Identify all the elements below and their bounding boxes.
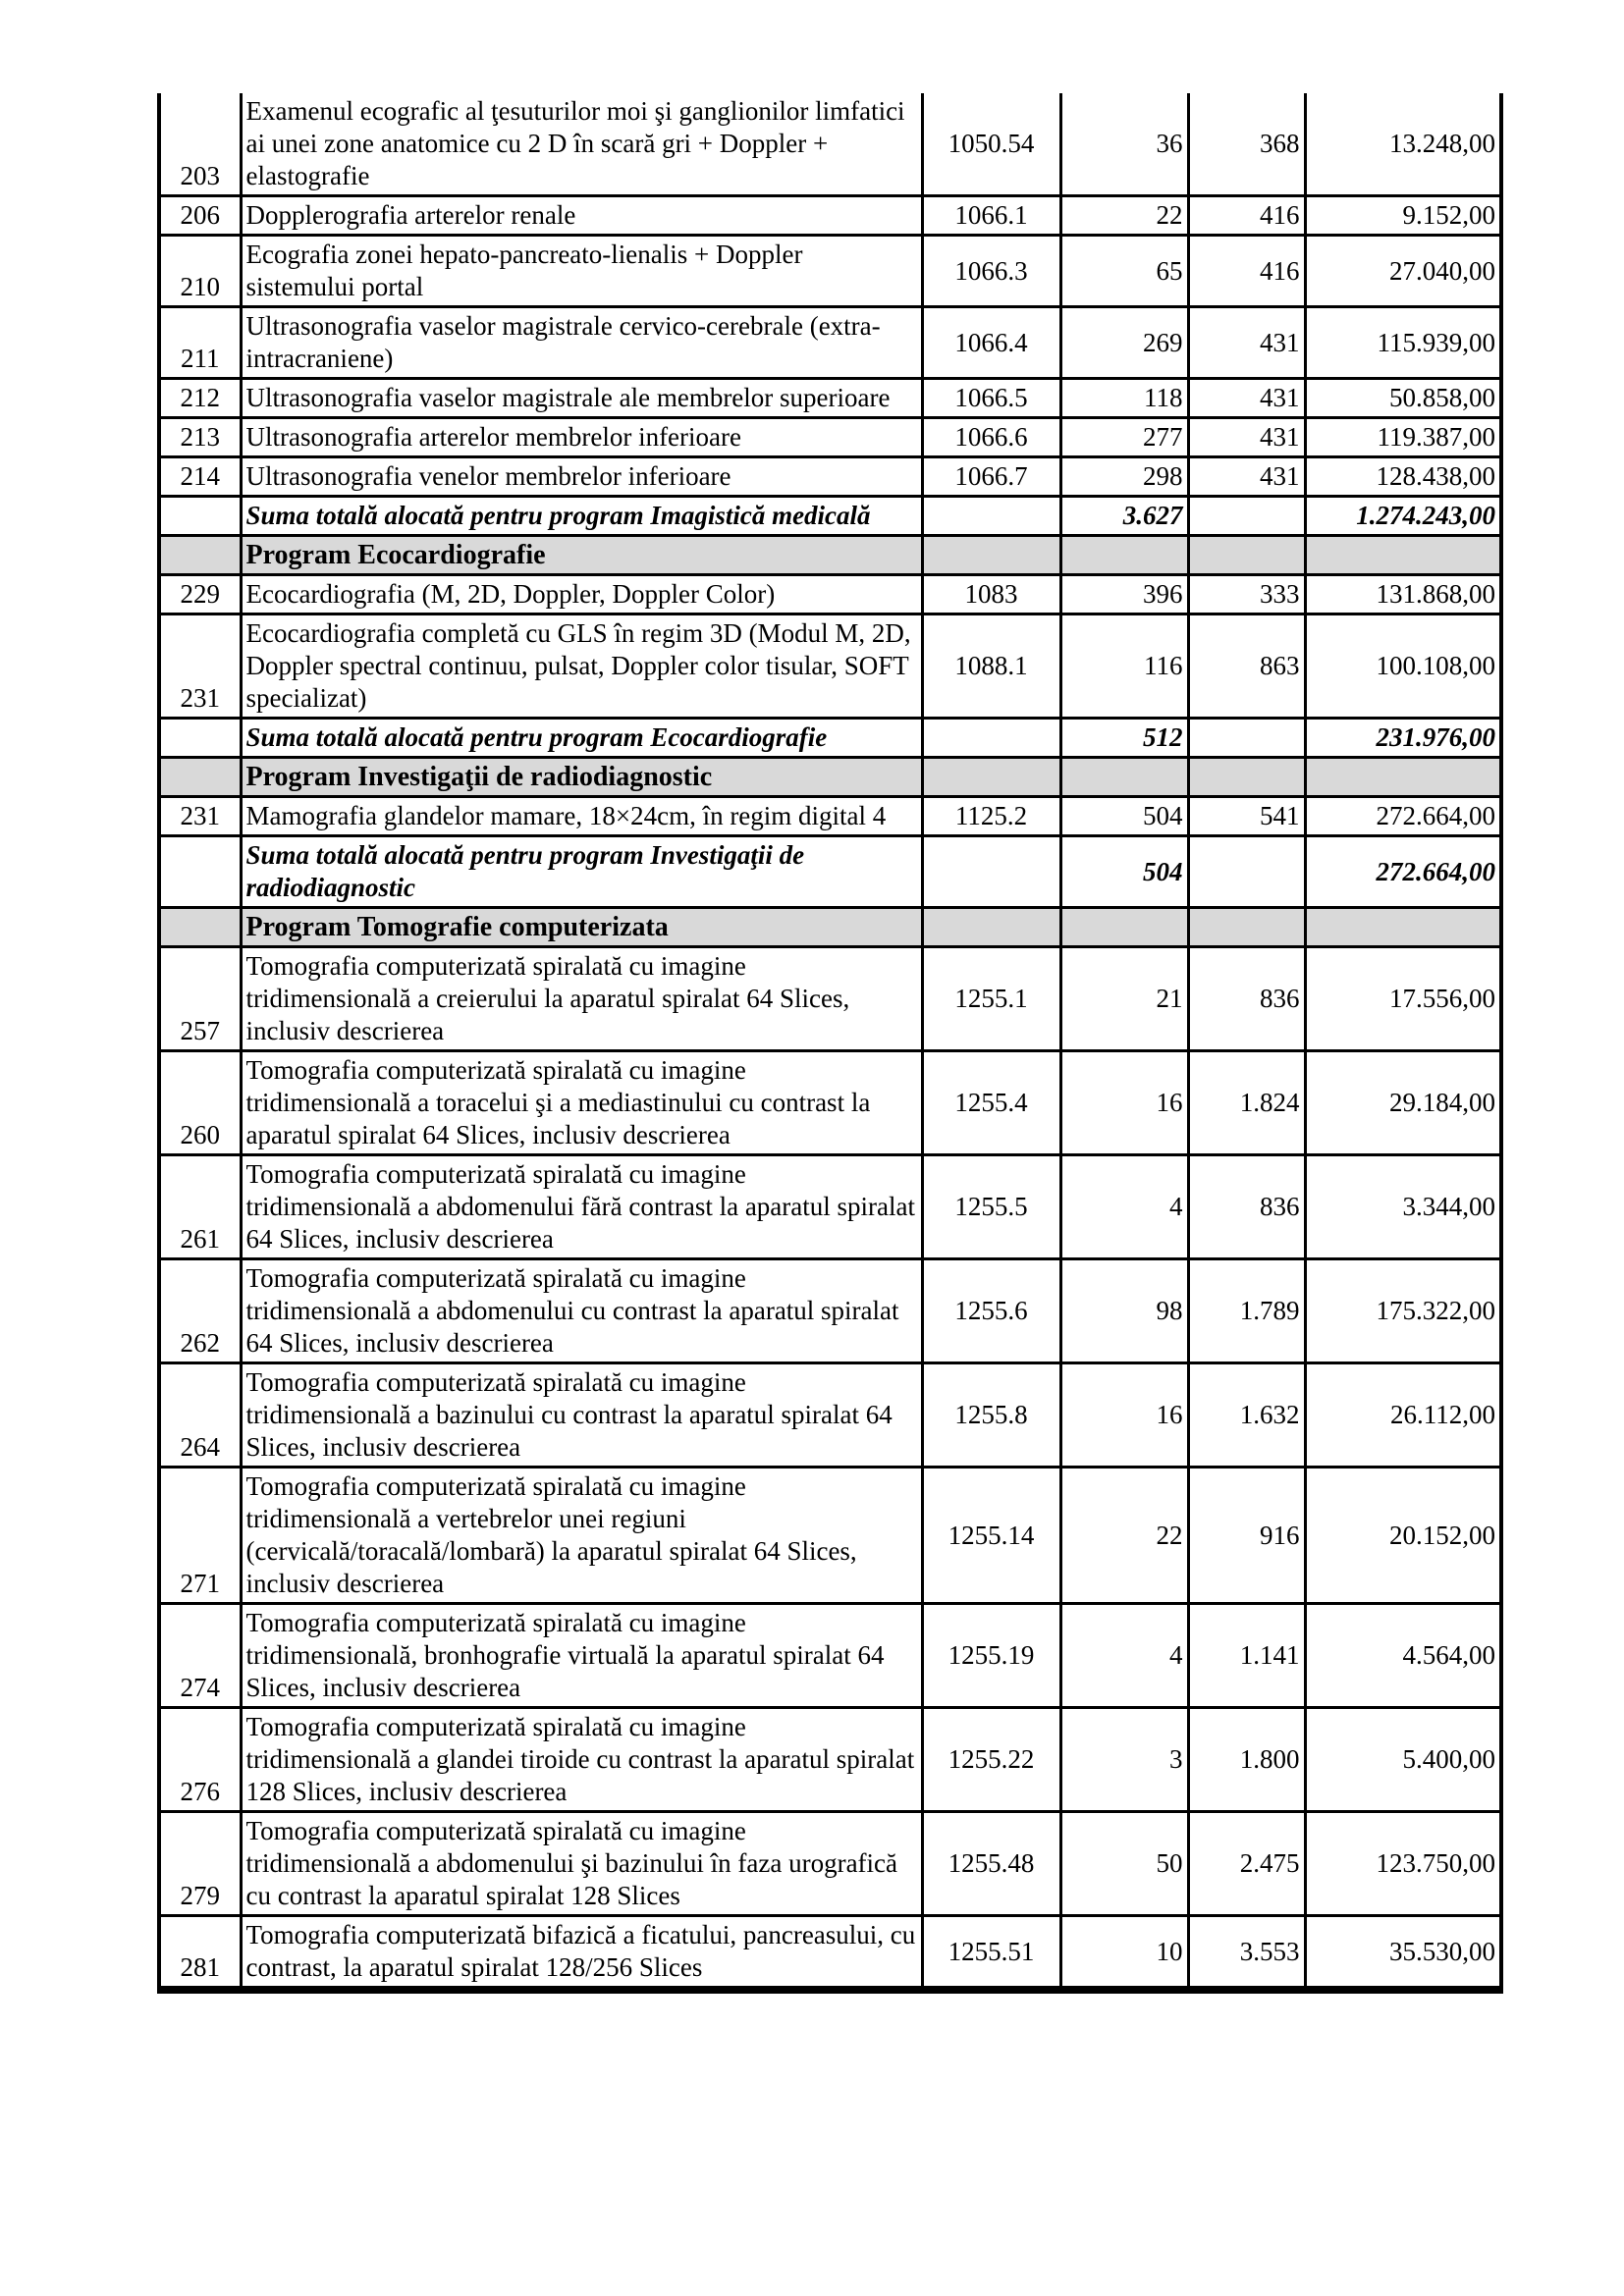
row-total-cell: 27.040,00 [1305, 236, 1501, 307]
row-code-cell: 1255.6 [922, 1259, 1060, 1363]
table-row [159, 418, 1501, 457]
row-price-cell: 431 [1188, 418, 1305, 457]
row-desc-cell: Ecografia zonei hepato-pancreato-lienalis + Doppler sistemului portal [241, 236, 922, 307]
row-desc-cell: Ultrasonografia venelor membrelor inferioare [241, 457, 922, 497]
row-total-cell: 119.387,00 [1305, 418, 1501, 457]
table-row [159, 719, 1501, 758]
row-desc-cell: Tomografia computerizată spiralată cu imagine tridimensională a abdomenului cu contrast la aparatul spiralat 64 Slices, inclusiv descrierea [241, 1259, 922, 1363]
row-no-cell: 264 [159, 1363, 241, 1468]
row-no-cell: 206 [159, 196, 241, 236]
table-row [159, 1468, 1501, 1604]
row-total-cell: 272.664,00 [1305, 836, 1501, 908]
row-code-cell [922, 836, 1060, 908]
row-total-cell [1305, 908, 1501, 947]
row-price-cell: 431 [1188, 457, 1305, 497]
row-total-cell: 123.750,00 [1305, 1812, 1501, 1916]
row-desc-cell: Examenul ecografic al ţesuturilor moi şi ganglionilor limfatici ai unei zone anatomice cu 2 D în scară gri + Doppler + elastografie [241, 93, 922, 196]
row-no-cell: 231 [159, 614, 241, 719]
row-no-cell [159, 719, 241, 758]
table-row [159, 379, 1501, 418]
row-code-cell: 1255.19 [922, 1604, 1060, 1708]
row-desc-cell: Ultrasonografia vaselor magistrale ale membrelor superioare [241, 379, 922, 418]
row-total-cell: 115.939,00 [1305, 307, 1501, 379]
row-price-cell: 368 [1188, 93, 1305, 196]
row-code-cell: 1088.1 [922, 614, 1060, 719]
row-qty-cell: 277 [1060, 418, 1188, 457]
table-row [159, 457, 1501, 497]
row-total-cell: 4.564,00 [1305, 1604, 1501, 1708]
table-row [159, 1916, 1501, 1991]
row-qty-cell: 4 [1060, 1604, 1188, 1708]
row-total-cell: 272.664,00 [1305, 797, 1501, 836]
row-qty-cell: 298 [1060, 457, 1188, 497]
row-code-cell [922, 536, 1060, 575]
row-no-cell [159, 497, 241, 536]
row-desc-cell: Tomografia computerizată spiralată cu imagine tridimensională a glandei tiroide cu contrast la aparatul spiralat 128 Slices, inclusiv descrierea [241, 1708, 922, 1812]
row-qty-cell: 504 [1060, 797, 1188, 836]
row-desc-cell: Ecocardiografia (M, 2D, Doppler, Doppler Color) [241, 575, 922, 614]
row-total-cell: 128.438,00 [1305, 457, 1501, 497]
row-price-cell [1188, 758, 1305, 797]
table-row [159, 1259, 1501, 1363]
row-price-cell [1188, 908, 1305, 947]
row-total-cell: 29.184,00 [1305, 1051, 1501, 1155]
table-row [159, 1051, 1501, 1155]
row-qty-cell: 16 [1060, 1051, 1188, 1155]
row-price-cell: 416 [1188, 196, 1305, 236]
row-total-cell: 20.152,00 [1305, 1468, 1501, 1604]
row-qty-cell: 504 [1060, 836, 1188, 908]
table-row [159, 196, 1501, 236]
row-desc-cell: Suma totală alocată pentru program Investigaţii de radiodiagnostic [241, 836, 922, 908]
row-price-cell: 3.553 [1188, 1916, 1305, 1991]
row-code-cell: 1255.8 [922, 1363, 1060, 1468]
row-price-cell: 863 [1188, 614, 1305, 719]
row-no-cell: 274 [159, 1604, 241, 1708]
row-total-cell: 5.400,00 [1305, 1708, 1501, 1812]
table-row [159, 536, 1501, 575]
row-code-cell: 1255.22 [922, 1708, 1060, 1812]
row-price-cell: 1.141 [1188, 1604, 1305, 1708]
row-total-cell: 131.868,00 [1305, 575, 1501, 614]
table-row [159, 1812, 1501, 1916]
table-row [159, 1604, 1501, 1708]
row-no-cell: 281 [159, 1916, 241, 1991]
row-qty-cell: 98 [1060, 1259, 1188, 1363]
row-code-cell [922, 497, 1060, 536]
table-row [159, 797, 1501, 836]
table-row [159, 614, 1501, 719]
table-row [159, 1708, 1501, 1812]
table-row [159, 758, 1501, 797]
row-total-cell: 35.530,00 [1305, 1916, 1501, 1991]
row-code-cell: 1255.1 [922, 947, 1060, 1051]
row-total-cell: 231.976,00 [1305, 719, 1501, 758]
row-qty-cell: 116 [1060, 614, 1188, 719]
row-code-cell: 1066.6 [922, 418, 1060, 457]
row-total-cell: 175.322,00 [1305, 1259, 1501, 1363]
row-no-cell [159, 758, 241, 797]
row-total-cell: 17.556,00 [1305, 947, 1501, 1051]
row-code-cell [922, 758, 1060, 797]
row-qty-cell: 3 [1060, 1708, 1188, 1812]
row-price-cell: 431 [1188, 379, 1305, 418]
table-row [159, 307, 1501, 379]
table-row [159, 93, 1501, 196]
row-total-cell [1305, 758, 1501, 797]
medical-services-table [157, 93, 1503, 1994]
row-qty-cell: 396 [1060, 575, 1188, 614]
row-total-cell: 100.108,00 [1305, 614, 1501, 719]
row-desc-cell: Mamografia glandelor mamare, 18×24cm, în regim digital 4 [241, 797, 922, 836]
row-code-cell: 1066.3 [922, 236, 1060, 307]
table-row [159, 836, 1501, 908]
row-code-cell [922, 719, 1060, 758]
row-no-cell: 212 [159, 379, 241, 418]
row-no-cell [159, 536, 241, 575]
row-qty-cell: 512 [1060, 719, 1188, 758]
row-no-cell: 279 [159, 1812, 241, 1916]
row-no-cell [159, 908, 241, 947]
row-desc-cell: Program Tomografie computerizata [241, 908, 922, 947]
row-qty-cell [1060, 536, 1188, 575]
row-desc-cell: Tomografia computerizată spiralată cu imagine tridimensională a vertebrelor unei regiuni (cervicală/toracală/lombară) la aparatul spiralat 64 Slices, inclusiv descrierea [241, 1468, 922, 1604]
row-code-cell: 1066.1 [922, 196, 1060, 236]
row-desc-cell: Tomografia computerizată spiralată cu imagine tridimensională a bazinului cu contrast la aparatul spiralat 64 Slices, inclusiv descrierea [241, 1363, 922, 1468]
row-total-cell: 13.248,00 [1305, 93, 1501, 196]
row-desc-cell: Suma totală alocată pentru program Ecocardiografie [241, 719, 922, 758]
table-row [159, 947, 1501, 1051]
row-no-cell: 210 [159, 236, 241, 307]
row-total-cell [1305, 536, 1501, 575]
table-row [159, 575, 1501, 614]
row-no-cell [159, 836, 241, 908]
row-desc-cell: Ecocardiografia completă cu GLS în regim 3D (Modul M, 2D, Doppler spectral continuu, pulsat, Doppler color tisular, SOFT specializat) [241, 614, 922, 719]
row-desc-cell: Tomografia computerizată spiralată cu imagine tridimensională, bronhografie virtuală la aparatul spiralat 64 Slices, inclusiv descrierea [241, 1604, 922, 1708]
row-price-cell: 416 [1188, 236, 1305, 307]
row-qty-cell: 10 [1060, 1916, 1188, 1991]
row-qty-cell: 4 [1060, 1155, 1188, 1259]
row-desc-cell: Tomografia computerizată spiralată cu imagine tridimensională a abdomenului fără contrast la aparatul spiralat 64 Slices, inclusiv descrierea [241, 1155, 922, 1259]
row-no-cell: 260 [159, 1051, 241, 1155]
row-code-cell: 1066.4 [922, 307, 1060, 379]
row-code-cell: 1255.48 [922, 1812, 1060, 1916]
row-total-cell: 9.152,00 [1305, 196, 1501, 236]
row-qty-cell: 3.627 [1060, 497, 1188, 536]
row-desc-cell: Dopplerografia arterelor renale [241, 196, 922, 236]
row-price-cell [1188, 719, 1305, 758]
row-code-cell: 1125.2 [922, 797, 1060, 836]
row-desc-cell: Program Ecocardiografie [241, 536, 922, 575]
row-code-cell: 1083 [922, 575, 1060, 614]
table-row [159, 236, 1501, 307]
row-total-cell: 3.344,00 [1305, 1155, 1501, 1259]
row-price-cell: 333 [1188, 575, 1305, 614]
row-qty-cell: 16 [1060, 1363, 1188, 1468]
row-no-cell: 262 [159, 1259, 241, 1363]
row-desc-cell: Suma totală alocată pentru program Imagistică medicală [241, 497, 922, 536]
row-price-cell: 836 [1188, 947, 1305, 1051]
row-qty-cell: 269 [1060, 307, 1188, 379]
row-code-cell: 1255.4 [922, 1051, 1060, 1155]
row-qty-cell [1060, 758, 1188, 797]
row-no-cell: 229 [159, 575, 241, 614]
row-price-cell: 541 [1188, 797, 1305, 836]
table-row [159, 1363, 1501, 1468]
services-table-body [159, 93, 1501, 1990]
row-qty-cell: 65 [1060, 236, 1188, 307]
row-code-cell: 1050.54 [922, 93, 1060, 196]
row-total-cell: 1.274.243,00 [1305, 497, 1501, 536]
row-qty-cell: 22 [1060, 1468, 1188, 1604]
row-desc-cell: Ultrasonografia vaselor magistrale cervico-cerebrale (extra-intracraniene) [241, 307, 922, 379]
row-desc-cell: Tomografia computerizată bifazică a ficatului, pancreasului, cu contrast, la aparatul spiralat 128/256 Slices [241, 1916, 922, 1991]
row-price-cell [1188, 497, 1305, 536]
row-desc-cell: Tomografia computerizată spiralată cu imagine tridimensională a abdomenului şi bazinului în faza urografică cu contrast la aparatul spiralat 128 Slices [241, 1812, 922, 1916]
row-code-cell: 1255.5 [922, 1155, 1060, 1259]
row-code-cell: 1066.7 [922, 457, 1060, 497]
row-qty-cell [1060, 908, 1188, 947]
row-code-cell [922, 908, 1060, 947]
row-price-cell: 1.824 [1188, 1051, 1305, 1155]
row-qty-cell: 118 [1060, 379, 1188, 418]
row-total-cell: 50.858,00 [1305, 379, 1501, 418]
row-no-cell: 213 [159, 418, 241, 457]
row-desc-cell: Ultrasonografia arterelor membrelor inferioare [241, 418, 922, 457]
table-row [159, 1155, 1501, 1259]
row-price-cell: 431 [1188, 307, 1305, 379]
row-price-cell: 916 [1188, 1468, 1305, 1604]
row-desc-cell: Program Investigaţii de radiodiagnostic [241, 758, 922, 797]
row-price-cell: 1.632 [1188, 1363, 1305, 1468]
row-desc-cell: Tomografia computerizată spiralată cu imagine tridimensională a toracelui şi a mediastinului cu contrast la aparatul spiralat 64 Slices, inclusiv descrierea [241, 1051, 922, 1155]
row-total-cell: 26.112,00 [1305, 1363, 1501, 1468]
row-price-cell: 836 [1188, 1155, 1305, 1259]
table-row [159, 908, 1501, 947]
row-qty-cell: 22 [1060, 196, 1188, 236]
row-no-cell: 271 [159, 1468, 241, 1604]
row-code-cell: 1066.5 [922, 379, 1060, 418]
row-price-cell [1188, 836, 1305, 908]
row-no-cell: 276 [159, 1708, 241, 1812]
row-price-cell: 1.800 [1188, 1708, 1305, 1812]
row-price-cell: 1.789 [1188, 1259, 1305, 1363]
row-no-cell: 203 [159, 93, 241, 196]
row-qty-cell: 36 [1060, 93, 1188, 196]
row-code-cell: 1255.14 [922, 1468, 1060, 1604]
row-desc-cell: Tomografia computerizată spiralată cu imagine tridimensională a creierului la aparatul spiralat 64 Slices, inclusiv descrierea [241, 947, 922, 1051]
row-qty-cell: 50 [1060, 1812, 1188, 1916]
row-price-cell: 2.475 [1188, 1812, 1305, 1916]
row-no-cell: 257 [159, 947, 241, 1051]
row-price-cell [1188, 536, 1305, 575]
row-qty-cell: 21 [1060, 947, 1188, 1051]
table-row [159, 497, 1501, 536]
row-no-cell: 214 [159, 457, 241, 497]
row-no-cell: 261 [159, 1155, 241, 1259]
row-no-cell: 211 [159, 307, 241, 379]
row-no-cell: 231 [159, 797, 241, 836]
row-code-cell: 1255.51 [922, 1916, 1060, 1991]
